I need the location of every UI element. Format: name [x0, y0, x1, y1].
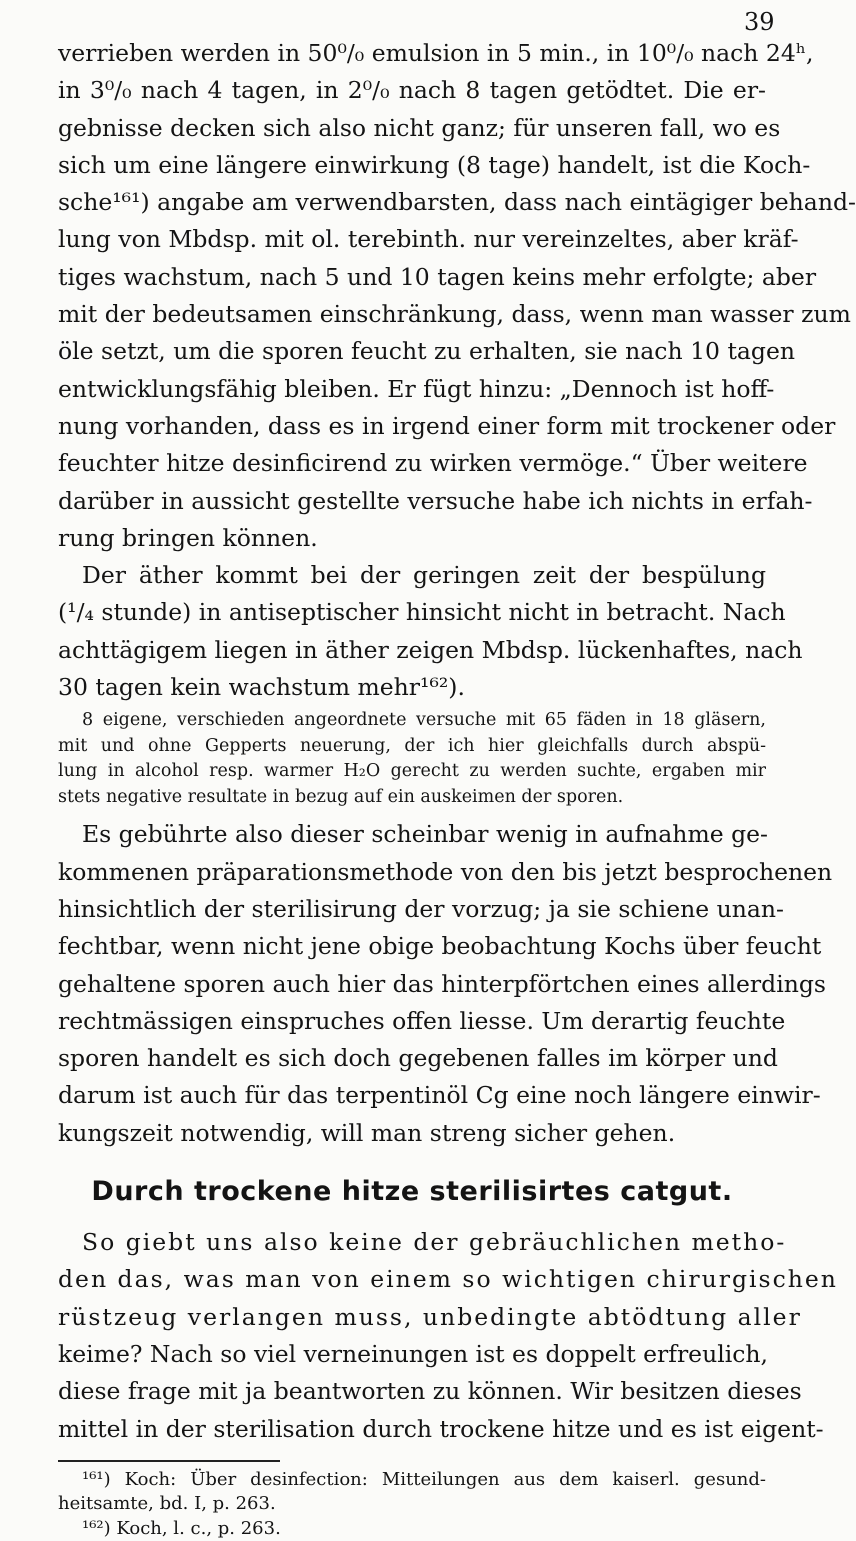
text-line: in 3⁰/₀ nach 4 tagen, in 2⁰/₀ nach 8 tagen getödtet. Die er- — [58, 76, 766, 105]
footnote-continuation: heitsamte, bd. I, p. 263. — [58, 1493, 276, 1515]
text-line: kungszeit notwendig, will man streng sicher gehen. — [58, 1118, 676, 1147]
text-line: 8 eigene, verschieden angeordnete versuche mit 65 fäden in 18 gläsern, — [82, 710, 766, 731]
footnotes — [58, 1468, 766, 1541]
footnote-divider — [58, 1460, 280, 1462]
text-line: rung bringen können. — [58, 523, 318, 552]
text-line: achttägigem liegen in äther zeigen Mbdsp. lückenhaftes, nach — [58, 635, 803, 664]
section-heading: Durch trockene hitze sterilisirtes catgut. — [91, 1176, 733, 1208]
paragraph-2 — [58, 557, 803, 706]
text-line: darüber in aussicht gestellte versuche habe ich nichts in erfah- — [58, 486, 813, 515]
text-line: entwicklungsfähig bleiben. Er fügt hinzu: „Dennoch ist hoff- — [58, 374, 775, 403]
text-line: den das, was man von einem so wichtigen chirurgischen — [58, 1265, 838, 1294]
text-line: mittel in der sterilisation durch trockene hitze und es ist eigent- — [58, 1414, 824, 1443]
text-line: lung von Mbdsp. mit ol. terebinth. nur vereinzeltes, aber kräf- — [58, 225, 799, 254]
footnote: ¹⁶¹) Koch: Über desinfection: Mitteilungen aus dem kaiserl. gesund- — [82, 1468, 766, 1490]
text-line: rüstzeug verlangen muss, unbedingte abtödtung aller — [58, 1302, 802, 1331]
text-line: fechtbar, wenn nicht jene obige beobachtung Kochs über feucht — [58, 932, 822, 961]
paragraph-1 — [58, 35, 856, 557]
text-line: mit der bedeutsamen einschränkung, dass, wenn man wasser zum — [58, 300, 851, 329]
text-line: So giebt uns also keine der gebräuchlichen metho- — [82, 1228, 787, 1257]
text-line: lung in alcohol resp. warmer H₂O gerecht zu werden suchte, ergaben mir — [58, 761, 766, 782]
text-line: mit und ohne Gepperts neuerung, der ich hier gleichfalls durch abspü- — [58, 735, 766, 756]
text-line: darum ist auch für das terpentinöl Cg eine noch längere einwir- — [58, 1081, 821, 1110]
text-line: rechtmässigen einspruches offen liesse. Um derartig feuchte — [58, 1006, 786, 1035]
text-line: hinsichtlich der sterilisirung der vorzug; ja sie schiene unan- — [58, 894, 784, 923]
text-line: öle setzt, um die sporen feucht zu erhalten, sie nach 10 tagen — [58, 337, 795, 366]
text-line: feuchter hitze desinficirend zu wirken vermöge.“ Über weitere — [58, 449, 808, 478]
text-line: sche¹⁶¹) angabe am verwendbarsten, dass nach eintägiger behand- — [58, 188, 856, 217]
text-line: nung vorhanden, dass es in irgend einer form mit trockener oder — [58, 411, 836, 440]
text-line: verrieben werden in 50⁰/₀ emulsion in 5 min., in 10⁰/₀ nach 24ʰ, — [58, 39, 814, 67]
text-line: keime? Nach so viel verneinungen ist es doppelt erfreulich, — [58, 1339, 769, 1368]
text-line: stets negative resultate in bezug auf ein auskeimen der sporen. — [58, 786, 624, 807]
text-line: gebnisse decken sich also nicht ganz; für unseren fall, wo es — [58, 113, 781, 142]
text-line: gehaltene sporen auch hier das hinterpförtchen eines allerdings — [58, 969, 826, 998]
text-line: (¹/₄ stunde) in antiseptischer hinsicht nicht in betracht. Nach — [58, 598, 786, 627]
text-line: 30 tagen kein wachstum mehr¹⁶²). — [58, 673, 465, 702]
main-text — [58, 35, 856, 1541]
small-print-note — [58, 708, 766, 810]
text-line: sich um eine längere einwirkung (8 tage) handelt, ist die Koch- — [58, 150, 811, 179]
text-line: sporen handelt es sich doch gegebenen falles im körper und — [58, 1044, 778, 1073]
text-line: Es gebührte also dieser scheinbar wenig in aufnahme ge- — [82, 820, 768, 849]
text-line: Der äther kommt bei der geringen zeit der bespülung — [82, 561, 766, 590]
text-line: diese frage mit ja beantworten zu können. Wir besitzen dieses — [58, 1377, 802, 1406]
paragraph-3 — [58, 816, 833, 1152]
footnote: ¹⁶²) Koch, l. c., p. 263. — [82, 1517, 281, 1539]
page-number: 39 — [744, 8, 775, 36]
text-line: kommenen präparationsmethode von den bis jetzt besprochenen — [58, 857, 833, 886]
paragraph-4 — [58, 1224, 838, 1448]
text-line: tiges wachstum, nach 5 und 10 tagen keins mehr erfolgte; aber — [58, 262, 817, 291]
